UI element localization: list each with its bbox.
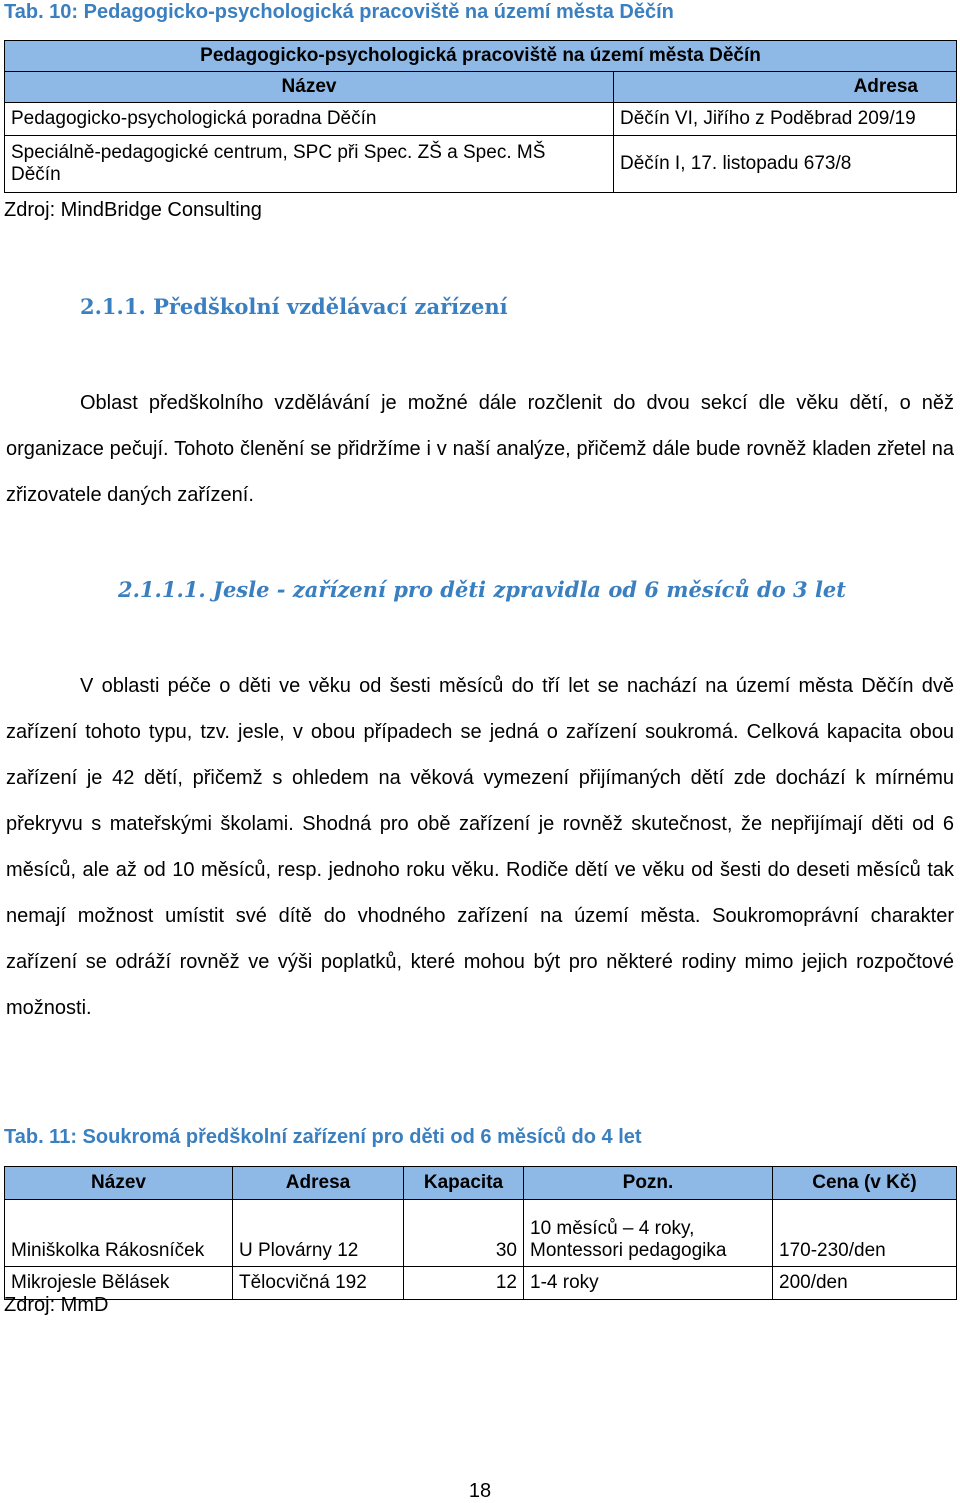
table2-caption: Tab. 11: Soukromá předškolní zařízení pro děti od 6 měsíců do 4 let — [4, 1126, 642, 1148]
table-row — [5, 103, 957, 136]
table1-header-address: Adresa — [614, 72, 957, 103]
paragraph-nursery-text: V oblasti péče o děti ve věku od šesti měsíců do tří let se nachází na území města Děčín dvě zařízení tohoto typu, tzv. jesle, v obou případech se jedná o zařízení soukromá. Celková kapacita obou zařízení je 42 dětí, přičemž s ohledem na věková vymezení přijímaných dětí zde dochází k mírnému překryvu s mateřskými školami. Shodná pro obě zařízení je rovněž skutečnost, že nepřijímají děti od 6 měsíců, ale až od 10 měsíců, resp. jednoho roku věku. Rodiče dětí ve věku od šesti do deseti měsíců tak nemají možnost umístit své dítě do vhodného zařízení na území města. Soukromoprávní charakter zařízení se odráží rovněž ve výši poplatků, které mohou být pro některé rodiny mimo jejich rozpočtové možnosti. — [6, 675, 954, 1019]
table2-cell-name: Mikrojesle Bělásek — [5, 1267, 233, 1300]
paragraph-nursery — [6, 663, 954, 1031]
table1-source: Zdroj: MindBridge Consulting — [4, 199, 262, 221]
table2-cell-capacity: 30 — [404, 1200, 524, 1267]
table2-cell-price: 200/den — [773, 1267, 957, 1300]
table2-cell-capacity: 12 — [404, 1267, 524, 1300]
table2-header-price: Cena (v Kč) — [773, 1167, 957, 1200]
table2-header-note: Pozn. — [524, 1167, 773, 1200]
section-heading-preschool: 2.1.1. Předškolní vzdělávací zařízení — [80, 294, 508, 319]
table2-cell-name: Miniškolka Rákosníček — [5, 1200, 233, 1267]
table-row — [5, 1200, 957, 1267]
table2-header-address: Adresa — [233, 1167, 404, 1200]
table1-cell-address: Děčín VI, Jiřího z Poděbrad 209/19 — [614, 103, 957, 136]
page-number: 18 — [468, 1480, 492, 1502]
counseling-centers-table — [4, 40, 957, 193]
table2-cell-note — [524, 1200, 773, 1267]
table1-cell-address: Děčín I, 17. listopadu 673/8 — [614, 136, 957, 193]
table2-header-name: Název — [5, 1167, 233, 1200]
private-nurseries-table — [4, 1166, 957, 1300]
paragraph-preschool — [6, 380, 954, 518]
table2-header-capacity: Kapacita — [404, 1167, 524, 1200]
table2-cell-address: U Plovárny 12 — [233, 1200, 404, 1267]
table1-title: Pedagogicko-psychologická pracoviště na území města Děčín — [5, 41, 957, 72]
note-line: Montessori pedagogika — [530, 1240, 727, 1261]
table2-cell-address: Tělocvičná 192 — [233, 1267, 404, 1300]
table1-caption: Tab. 10: Pedagogicko-psychologická pracoviště na území města Děčín — [4, 1, 674, 23]
table2-cell-price: 170-230/den — [773, 1200, 957, 1267]
table2-source: Zdroj: MmD — [4, 1294, 109, 1316]
paragraph-preschool-text: Oblast předškolního vzdělávání je možné dále rozčlenit do dvou sekcí dle věku dětí, o něž organizace pečují. Tohoto členění se přidržíme i v naší analýze, přičemž dále bude rovněž kladen zřetel na zřizovatele daných zařízení. — [6, 392, 954, 506]
table-row — [5, 1267, 957, 1300]
table1-header-name: Název — [5, 72, 614, 103]
table1-cell-name: Speciálně-pedagogické centrum, SPC při Spec. ZŠ a Spec. MŠ Děčín — [5, 136, 614, 193]
section-heading-nursery: 2.1.1.1. Jesle - zařízení pro děti zpravidla od 6 měsíců do 3 let — [118, 577, 846, 602]
table2-cell-note: 1-4 roky — [524, 1267, 773, 1300]
table1-cell-name: Pedagogicko-psychologická poradna Děčín — [5, 103, 614, 136]
note-line: 10 měsíců – 4 roky, — [530, 1218, 695, 1239]
table-row — [5, 136, 957, 193]
